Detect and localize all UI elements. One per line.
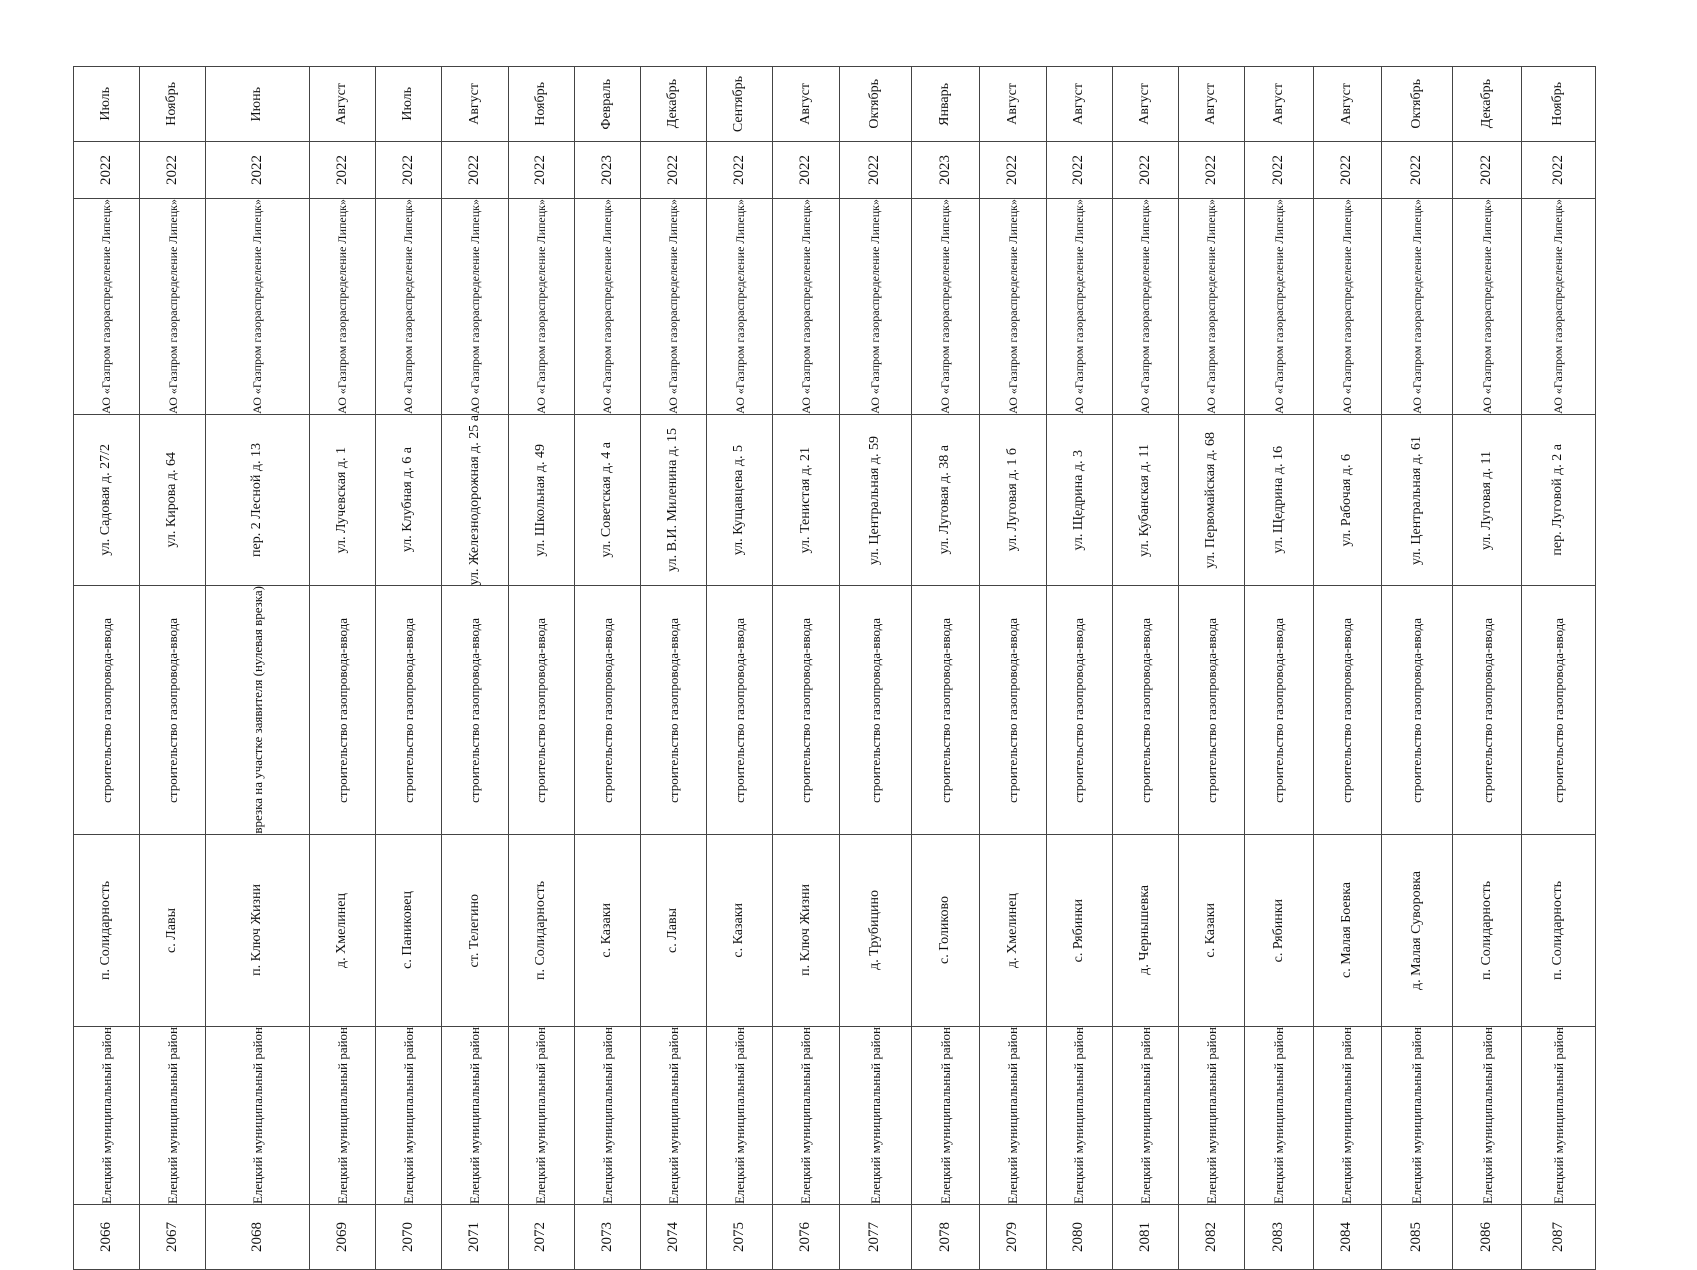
cell-month: Ноябрь [140,67,206,142]
cell-year: 2022 [773,142,839,199]
cell-locality: с. Рябинки [1245,834,1313,1026]
cell-district: Елецкий муниципальный район [773,1026,839,1204]
cell-address: ул. Луговая д. 38 а [912,414,980,585]
cell-work-type: строительство газопровода-ввода [707,586,773,835]
cell-record-number: 2077 [839,1204,911,1269]
cell-address: ул. Кубанская д. 11 [1112,414,1178,585]
cell-district: Елецкий муниципальный район [74,1026,140,1204]
cell-locality: п. Ключ Жизни [773,834,839,1026]
row-district [74,1026,1596,1204]
cell-locality: с. Рябинки [1046,834,1112,1026]
cell-month: Август [980,67,1046,142]
cell-locality: п. Солидарность [1522,834,1596,1026]
cell-work-type: строительство газопровода-ввода [1522,586,1596,835]
cell-organization: АО «Газпром газораспределение Липецк» [574,199,640,415]
cell-work-type: строительство газопровода-ввода [1046,586,1112,835]
cell-record-number: 2086 [1453,1204,1522,1269]
cell-month: Август [1046,67,1112,142]
cell-year: 2022 [980,142,1046,199]
cell-year: 2022 [376,142,442,199]
cell-work-type: строительство газопровода-ввода [1313,586,1381,835]
cell-work-type: строительство газопровода-ввода [508,586,574,835]
cell-locality: с. Малая Боевка [1313,834,1381,1026]
cell-work-type: строительство газопровода-ввода [74,586,140,835]
cell-record-number: 2068 [206,1204,309,1269]
cell-address: пер. Луговой д. 2 а [1522,414,1596,585]
cell-work-type: строительство газопровода-ввода [1453,586,1522,835]
cell-locality: с. Казаки [1179,834,1245,1026]
cell-work-type: строительство газопровода-ввода [1179,586,1245,835]
cell-district: Елецкий муниципальный район [1522,1026,1596,1204]
cell-work-type: строительство газопровода-ввода [640,586,706,835]
cell-month: Август [1112,67,1178,142]
cell-locality: с. Лавы [140,834,206,1026]
cell-district: Елецкий муниципальный район [1112,1026,1178,1204]
cell-year: 2022 [1522,142,1596,199]
cell-organization: АО «Газпром газораспределение Липецк» [206,199,309,415]
cell-district: Елецкий муниципальный район [376,1026,442,1204]
cell-address: ул. Луговая д. 1 б [980,414,1046,585]
cell-month: Август [309,67,375,142]
cell-month: Июнь [206,67,309,142]
cell-district: Елецкий муниципальный район [140,1026,206,1204]
cell-district: Елецкий муниципальный район [1313,1026,1381,1204]
cell-organization: АО «Газпром газораспределение Липецк» [1522,199,1596,415]
cell-record-number: 2071 [442,1204,508,1269]
cell-district: Елецкий муниципальный район [980,1026,1046,1204]
cell-year: 2022 [508,142,574,199]
document-table [73,66,1596,1270]
cell-record-number: 2069 [309,1204,375,1269]
cell-record-number: 2087 [1522,1204,1596,1269]
cell-district: Елецкий муниципальный район [309,1026,375,1204]
row-record-number [74,1204,1596,1269]
cell-locality: ст. Телегино [442,834,508,1026]
cell-year: 2022 [1245,142,1313,199]
cell-address: ул. Щедрина д. 16 [1245,414,1313,585]
cell-organization: АО «Газпром газораспределение Липецк» [773,199,839,415]
cell-locality: п. Солидарность [1453,834,1522,1026]
cell-address: ул. Кущавцева д. 5 [707,414,773,585]
cell-record-number: 2080 [1046,1204,1112,1269]
cell-month: Июль [74,67,140,142]
cell-organization: АО «Газпром газораспределение Липецк» [980,199,1046,415]
cell-record-number: 2073 [574,1204,640,1269]
cell-year: 2022 [1453,142,1522,199]
cell-locality: д. Хмелинец [309,834,375,1026]
cell-year: 2023 [912,142,980,199]
cell-year: 2022 [1381,142,1452,199]
cell-month: Февраль [574,67,640,142]
cell-work-type: строительство газопровода-ввода [912,586,980,835]
cell-work-type: строительство газопровода-ввода [773,586,839,835]
cell-record-number: 2074 [640,1204,706,1269]
cell-district: Елецкий муниципальный район [1179,1026,1245,1204]
cell-locality: п. Солидарность [508,834,574,1026]
cell-work-type: строительство газопровода-ввода [839,586,911,835]
cell-month: Сентябрь [707,67,773,142]
cell-work-type: строительство газопровода-ввода [1245,586,1313,835]
cell-record-number: 2081 [1112,1204,1178,1269]
cell-district: Елецкий муниципальный район [1381,1026,1452,1204]
cell-address: ул. Садовая д. 27/2 [74,414,140,585]
cell-year: 2022 [309,142,375,199]
cell-address: ул. Первомайская д. 68 [1179,414,1245,585]
cell-address: ул. Рабочая д. 6 [1313,414,1381,585]
cell-organization: АО «Газпром газораспределение Липецк» [912,199,980,415]
cell-record-number: 2085 [1381,1204,1452,1269]
cell-organization: АО «Газпром газораспределение Липецк» [442,199,508,415]
cell-organization: АО «Газпром газораспределение Липецк» [1453,199,1522,415]
cell-year: 2022 [1046,142,1112,199]
cell-district: Елецкий муниципальный район [1046,1026,1112,1204]
cell-address: ул. Щедрина д. 3 [1046,414,1112,585]
cell-district: Елецкий муниципальный район [508,1026,574,1204]
row-organization [74,199,1596,415]
cell-district: Елецкий муниципальный район [206,1026,309,1204]
cell-work-type: врезка на участке заявителя (нулевая врезка) [206,586,309,835]
cell-record-number: 2066 [74,1204,140,1269]
cell-district: Елецкий муниципальный район [1245,1026,1313,1204]
cell-locality: д. Хмелинец [980,834,1046,1026]
cell-address: ул. Лучевская д. 1 [309,414,375,585]
row-address [74,414,1596,585]
cell-month: Август [442,67,508,142]
cell-month: Декабрь [640,67,706,142]
cell-month: Август [1313,67,1381,142]
cell-locality: с. Голиково [912,834,980,1026]
row-work-type [74,586,1596,835]
cell-locality: с. Казаки [707,834,773,1026]
cell-address: ул. Центральная д. 59 [839,414,911,585]
cell-district: Елецкий муниципальный район [640,1026,706,1204]
cell-month: Январь [912,67,980,142]
cell-month: Декабрь [1453,67,1522,142]
cell-work-type: строительство газопровода-ввода [442,586,508,835]
cell-locality: п. Солидарность [74,834,140,1026]
row-locality [74,834,1596,1026]
cell-month: Август [1245,67,1313,142]
cell-record-number: 2070 [376,1204,442,1269]
cell-locality: с. Лавы [640,834,706,1026]
cell-year: 2022 [707,142,773,199]
cell-address: ул. Луговая д. 11 [1453,414,1522,585]
cell-month: Октябрь [1381,67,1452,142]
cell-work-type: строительство газопровода-ввода [980,586,1046,835]
cell-district: Елецкий муниципальный район [839,1026,911,1204]
cell-district: Елецкий муниципальный район [574,1026,640,1204]
cell-address: ул. Железнодорожная д. 25 а [442,414,508,585]
cell-address: ул. Кирова д. 64 [140,414,206,585]
cell-organization: АО «Газпром газораспределение Липецк» [1179,199,1245,415]
cell-district: Елецкий муниципальный район [912,1026,980,1204]
cell-address: ул. Тенистая д. 21 [773,414,839,585]
cell-organization: АО «Газпром газораспределение Липецк» [74,199,140,415]
cell-address: пер. 2 Лесной д. 13 [206,414,309,585]
cell-year: 2022 [206,142,309,199]
cell-address: ул. Советская д. 4 а [574,414,640,585]
cell-work-type: строительство газопровода-ввода [376,586,442,835]
cell-month: Июль [376,67,442,142]
cell-record-number: 2082 [1179,1204,1245,1269]
cell-record-number: 2067 [140,1204,206,1269]
cell-organization: АО «Газпром газораспределение Липецк» [1112,199,1178,415]
cell-organization: АО «Газпром газораспределение Липецк» [140,199,206,415]
cell-locality: с. Паниковец [376,834,442,1026]
cell-year: 2022 [1313,142,1381,199]
cell-record-number: 2078 [912,1204,980,1269]
cell-month: Ноябрь [508,67,574,142]
cell-record-number: 2084 [1313,1204,1381,1269]
cell-organization: АО «Газпром газораспределение Липецк» [839,199,911,415]
cell-organization: АО «Газпром газораспределение Липецк» [508,199,574,415]
cell-month: Август [773,67,839,142]
cell-address: ул. В.И. Миленина д. 15 [640,414,706,585]
cell-month: Октябрь [839,67,911,142]
cell-record-number: 2076 [773,1204,839,1269]
cell-organization: АО «Газпром газораспределение Липецк» [376,199,442,415]
cell-organization: АО «Газпром газораспределение Липецк» [1245,199,1313,415]
cell-year: 2022 [140,142,206,199]
cell-month: Август [1179,67,1245,142]
cell-district: Елецкий муниципальный район [442,1026,508,1204]
cell-work-type: строительство газопровода-ввода [140,586,206,835]
cell-district: Елецкий муниципальный район [1453,1026,1522,1204]
row-month [74,67,1596,142]
cell-year: 2022 [640,142,706,199]
cell-record-number: 2075 [707,1204,773,1269]
cell-year: 2022 [74,142,140,199]
cell-organization: АО «Газпром газораспределение Липецк» [1381,199,1452,415]
cell-record-number: 2079 [980,1204,1046,1269]
cell-address: ул. Центральная д. 61 [1381,414,1452,585]
cell-locality: д. Чернышевка [1112,834,1178,1026]
cell-work-type: строительство газопровода-ввода [574,586,640,835]
cell-organization: АО «Газпром газораспределение Липецк» [1046,199,1112,415]
cell-address: ул. Школьная д. 49 [508,414,574,585]
cell-year: 2023 [574,142,640,199]
cell-organization: АО «Газпром газораспределение Липецк» [707,199,773,415]
cell-record-number: 2083 [1245,1204,1313,1269]
row-year [74,142,1596,199]
cell-year: 2022 [1112,142,1178,199]
cell-work-type: строительство газопровода-ввода [309,586,375,835]
cell-locality: с. Казаки [574,834,640,1026]
cell-work-type: строительство газопровода-ввода [1381,586,1452,835]
cell-record-number: 2072 [508,1204,574,1269]
cell-year: 2022 [839,142,911,199]
cell-work-type: строительство газопровода-ввода [1112,586,1178,835]
cell-locality: д. Трубицино [839,834,911,1026]
cell-locality: п. Ключ Жизни [206,834,309,1026]
cell-year: 2022 [1179,142,1245,199]
cell-address: ул. Клубная д. 6 а [376,414,442,585]
cell-organization: АО «Газпром газораспределение Липецк» [309,199,375,415]
cell-district: Елецкий муниципальный район [707,1026,773,1204]
cell-organization: АО «Газпром газораспределение Липецк» [1313,199,1381,415]
cell-locality: д. Малая Суворовка [1381,834,1452,1026]
cell-month: Ноябрь [1522,67,1596,142]
cell-organization: АО «Газпром газораспределение Липецк» [640,199,706,415]
cell-year: 2022 [442,142,508,199]
